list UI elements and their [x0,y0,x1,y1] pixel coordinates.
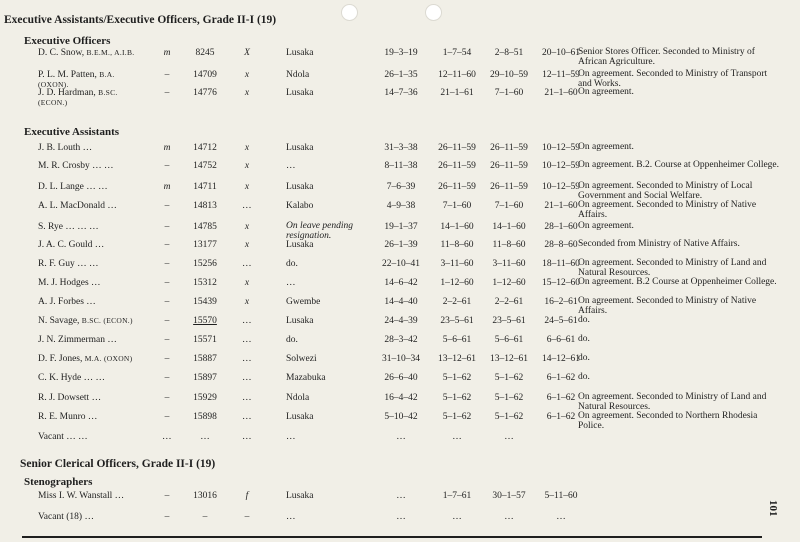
mark-cell: x [244,278,250,288]
table-row [0,373,780,387]
staff-name: P. L. M. Patten, [38,70,97,80]
station-cell: Lusaka [286,491,314,501]
file-number-cell: … [200,432,210,442]
remarks-cell: On agreement. Seconded to Ministry of Transport and Works. [578,69,768,89]
birth-date-cell: 24–4–39 [384,316,418,326]
grade-date-cell: 6–6–61 [546,335,576,345]
mark-cell: … [242,335,252,345]
file-number-cell: 13016 [193,491,217,501]
table-row [0,240,780,254]
remarks-cell: On agreement. [578,87,634,97]
mark-cell: … [242,316,252,326]
service-date-cell: 30–1–57 [492,491,526,501]
birth-date-cell: 4–9–38 [386,201,416,211]
staff-name-cell [38,393,101,403]
staff-name-cell [38,316,133,326]
mark-cell: … [242,393,252,403]
table-row [0,491,780,505]
file-number-cell: 15929 [193,393,217,403]
service-date-cell: 2–2–61 [494,297,524,307]
leader-dots: … … [66,432,88,442]
qualification-cont: (OXON). [38,80,69,89]
service-date-cell: … [504,432,514,442]
leader-dots: … [114,491,125,501]
mark-cell: x [244,297,250,307]
staff-name-cell [38,412,97,422]
service-date-cell: 5–6–61 [494,335,524,345]
file-number-cell: 15897 [193,373,217,383]
leader-dots: … [87,412,98,422]
table-row [0,392,780,412]
staff-name: Miss I. W. Wanstall [38,491,113,501]
mark-cell: x [244,70,250,80]
grade-date-cell: 21–1–60 [544,88,578,98]
grade-date-cell: 6–1–62 [546,373,576,383]
staff-name: R. J. Dowsett [38,393,90,403]
gender-cell: – [164,412,170,422]
leader-dots: … [86,297,96,307]
mark-cell: x [244,143,250,153]
mark-cell: – [244,512,250,522]
appointment-date-cell: 23–5–61 [440,316,474,326]
gender-cell: m [163,48,171,58]
remarks-cell: On agreement. Seconded to Ministry of Land and Natural Resources. [578,392,767,412]
appointment-date-cell: 5–1–62 [442,373,472,383]
staff-name: A. L. MacDonald [38,201,106,211]
gender-cell: – [164,316,170,326]
mark-cell: … [242,432,252,442]
section-title: Senior Clerical Officers, Grade II-I (19) [20,458,216,470]
grade-date-cell: 15–12–60 [542,278,580,288]
grade-date-cell: … [556,512,566,522]
table-row [0,278,780,292]
gender-cell: – [164,335,170,345]
remarks-cell: do. [578,315,590,325]
leader-dots: … … [77,259,99,269]
remarks-cell: On agreement. B.2. Course at Oppenheimer College. [578,160,780,170]
birth-date-cell: 19–3–19 [384,48,418,58]
gender-cell: – [164,297,170,307]
table-row [0,181,780,201]
station-cell: Solwezi [286,354,317,364]
file-number-cell: 14785 [193,222,217,232]
birth-date-cell: 31–3–38 [384,143,418,153]
gender-cell: – [164,278,170,288]
grade-date-cell: 28–1–60 [544,222,578,232]
station-cell: Kalabo [286,201,314,211]
birth-date-cell: 26–1–39 [384,240,418,250]
qualification: M.A. (OXON) [84,354,133,363]
mark-cell: … [242,354,252,364]
staff-name-cell [38,48,134,58]
staff-name: D. L. Lange [38,182,84,192]
table-row [0,258,780,278]
gender-cell: – [164,201,170,211]
staff-name-cell [38,278,101,288]
appointment-date-cell: 2–2–61 [442,297,472,307]
file-number-cell: 13177 [193,240,217,250]
remarks-cell: Senior Stores Officer. Seconded to Ministry of African Agriculture. [578,47,755,67]
mark-cell: … [242,412,252,422]
station-cell: … [286,512,296,522]
station-cell: Lusaka [286,143,314,153]
service-date-cell: 3–11–60 [492,259,526,269]
leader-dots: … [84,512,94,522]
station-cell: … [286,278,296,288]
leader-dots: … … [92,161,114,171]
subsection-heading: Executive Assistants [24,126,120,138]
station-cell: On leave pending resignation. [286,221,354,241]
leader-dots: … [107,201,117,211]
staff-name: J. A. C. Gould [38,240,93,250]
appointment-date-cell: 7–1–60 [442,201,472,211]
birth-date-cell: 16–4–42 [384,393,418,403]
staff-name-cell [38,182,108,192]
mark-cell: x [244,222,250,232]
grade-date-cell: 18–11–60 [542,259,580,269]
gender-cell: – [164,373,170,383]
file-number-cell: 14776 [193,88,217,98]
station-cell: do. [286,335,298,345]
appointment-date-cell: 1–7–54 [442,48,472,58]
service-date-cell: … [504,512,514,522]
grade-date-cell: 10–12–59 [542,182,580,192]
station-cell: Ndola [286,70,310,80]
page-number: 101 [767,500,779,517]
station-cell: Lusaka [286,240,314,250]
file-number-cell: 8245 [195,48,215,58]
grade-date-cell: 24–5–61 [544,316,578,326]
table-row [0,161,780,175]
station-cell: Lusaka [286,412,314,422]
mark-cell: x [244,240,250,250]
table-row [0,296,780,316]
station-cell: Gwembe [286,297,321,307]
file-number-cell: – [202,512,208,522]
grade-date-cell: 5–11–60 [544,491,578,501]
file-number-cell: 15439 [193,297,217,307]
appointment-date-cell: 1–7–61 [442,491,472,501]
table-row [0,69,780,89]
staff-name: M. R. Crosby [38,161,90,171]
staff-name-cell [38,335,117,345]
punch-hole [341,4,358,21]
gender-cell: – [164,259,170,269]
staff-name-cell [38,240,104,250]
table-row [0,512,780,526]
service-date-cell: 23–5–61 [492,316,526,326]
remarks-cell: On agreement. B.2 Course at Oppenheimer College. [578,277,777,287]
service-date-cell: 26–11–59 [490,161,528,171]
section-title: Executive Assistants/Executive Officers, Grade II-I (19) [4,14,277,26]
staff-name: Vacant [38,432,64,442]
service-date-cell: 13–12–61 [490,354,528,364]
qualification: B.E.M., A.I.B. [86,48,135,57]
file-number-cell: 14813 [193,201,217,211]
table-row [0,354,780,368]
remarks-cell: do. [578,334,590,344]
grade-date-cell: 28–8–60 [544,240,578,250]
mark-cell: … [242,259,252,269]
birth-date-cell: 22–10–41 [382,259,420,269]
file-number-cell: 15570 [193,316,217,326]
staff-name: Vacant (18) [38,512,83,522]
file-number-cell: 15887 [193,354,217,364]
service-date-cell: 14–1–60 [492,222,526,232]
staff-name-cell [38,354,132,364]
file-number-cell: 15256 [193,259,217,269]
service-date-cell: 1–12–60 [492,278,526,288]
birth-date-cell: … [396,432,406,442]
subsection-heading: Stenographers [24,476,93,488]
staff-name-cell [38,222,99,232]
table-row [0,221,780,241]
service-date-cell: 29–10–59 [490,70,528,80]
gender-cell: … [162,432,172,442]
leader-dots: … [94,240,105,250]
leader-dots: … [91,393,102,403]
birth-date-cell: 31–10–34 [382,354,420,364]
service-date-cell: 26–11–59 [490,182,528,192]
service-date-cell: 5–1–62 [494,373,524,383]
staff-name: D. F. Jones, [38,354,83,364]
staff-name: N. Savage, [38,316,80,326]
grade-date-cell: 20–10–61 [542,48,580,58]
station-cell: Lusaka [286,88,314,98]
file-number-cell: 15571 [193,335,217,345]
birth-date-cell: … [396,491,406,501]
appointment-date-cell: 12–11–60 [438,70,476,80]
punch-hole [425,4,442,21]
staff-name: A. J. Forbes [38,297,84,307]
qualification: B.A. [99,70,115,79]
mark-cell: X [244,48,250,58]
file-number-cell: 14711 [193,182,217,192]
gender-cell: – [164,88,170,98]
gender-cell: – [164,222,170,232]
staff-name-cell [38,88,118,108]
appointment-date-cell: 26–11–59 [438,161,476,171]
qualification-cont: (ECON.) [38,98,68,107]
table-row [0,200,780,220]
file-number-cell: 15898 [193,412,217,422]
service-date-cell: 5–1–62 [494,412,524,422]
appointment-date-cell: 26–11–59 [438,182,476,192]
mark-cell: f [245,491,249,501]
staff-name-cell [38,70,115,90]
gender-cell: – [164,491,170,501]
service-date-cell: 7–1–60 [494,88,524,98]
mark-cell: x [244,161,250,171]
grade-date-cell: 6–1–62 [546,412,576,422]
staff-name: R. E. Munro [38,412,86,422]
birth-date-cell: 14–6–42 [384,278,418,288]
gender-cell: – [164,512,170,522]
service-date-cell: 7–1–60 [494,201,524,211]
staff-name-cell [38,259,98,269]
file-number-cell: 14709 [193,70,217,80]
leader-dots: … … [83,373,106,383]
table-row [0,47,780,67]
grade-date-cell: 16–2–61 [544,297,578,307]
staff-name-cell [38,143,92,153]
table-row [0,143,780,157]
birth-date-cell: 8–11–38 [384,161,418,171]
file-number-cell: 15312 [193,278,217,288]
mark-cell: x [244,182,250,192]
appointment-date-cell: … [452,432,462,442]
remarks-cell: do. [578,372,590,382]
staff-name: M. J. Hodges [38,278,89,288]
service-date-cell: 5–1–62 [494,393,524,403]
leader-dots: … … [86,182,108,192]
file-number-cell: 14752 [193,161,217,171]
footer-rule [22,536,762,538]
appointment-date-cell: 21–1–61 [440,88,474,98]
file-number-cell: 14712 [193,143,217,153]
birth-date-cell: 26–6–40 [384,373,418,383]
appointment-date-cell: 5–1–62 [442,393,472,403]
grade-date-cell: 21–1–60 [544,201,578,211]
service-date-cell: 26–11–59 [490,143,528,153]
birth-date-cell: 19–1–37 [384,222,418,232]
gender-cell: – [164,354,170,364]
qualification: B.SC. [98,88,118,97]
mark-cell: … [242,373,252,383]
birth-date-cell: 14–4–40 [384,297,418,307]
birth-date-cell: 14–7–36 [384,88,418,98]
remarks-cell: do. [578,353,590,363]
appointment-date-cell: 26–11–59 [438,143,476,153]
station-cell: … [286,432,296,442]
appointment-date-cell: … [452,512,462,522]
gender-cell: m [163,182,171,192]
station-cell: … [286,161,296,171]
appointment-date-cell: 11–8–60 [440,240,474,250]
staff-name-cell [38,373,105,383]
grade-date-cell: 6–1–62 [546,393,576,403]
gender-cell: m [163,143,171,153]
remarks-cell: Seconded from Ministry of Native Affairs. [578,239,740,249]
leader-dots: … … … [65,222,99,232]
table-row [0,316,780,330]
subsection-heading: Executive Officers [24,35,111,47]
staff-name: R. F. Guy [38,259,75,269]
service-date-cell: 11–8–60 [492,240,526,250]
remarks-cell: On agreement. [578,221,634,231]
staff-name: D. C. Snow, [38,48,85,58]
appointment-date-cell: 14–1–60 [440,222,474,232]
remarks-cell: On agreement. Seconded to Ministry of Local Government and Social Welfare. [578,181,753,201]
appointment-date-cell: 5–6–61 [442,335,472,345]
station-cell: Lusaka [286,182,314,192]
grade-date-cell: 12–11–59 [542,70,580,80]
appointment-date-cell: 13–12–61 [438,354,476,364]
mark-cell: x [244,88,250,98]
station-cell: do. [286,259,298,269]
table-row [0,335,780,349]
appointment-date-cell: 5–1–62 [442,412,472,422]
appointment-date-cell: 3–11–60 [440,259,474,269]
remarks-cell: On agreement. Seconded to Northern Rhodesia Police. [578,411,758,431]
station-cell: Ndola [286,393,310,403]
table-row [0,411,780,431]
grade-date-cell: 14–12–61 [542,354,580,364]
staff-name-cell [38,491,124,501]
gender-cell: – [164,393,170,403]
gender-cell: – [164,161,170,171]
gender-cell: – [164,240,170,250]
birth-date-cell: 5–10–42 [384,412,418,422]
remarks-cell: On agreement. [578,142,634,152]
appointment-date-cell: 1–12–60 [440,278,474,288]
birth-date-cell: 26–1–35 [384,70,418,80]
birth-date-cell: 28–3–42 [384,335,418,345]
remarks-cell: On agreement. Seconded to Ministry of Native Affairs. [578,200,757,220]
mark-cell: … [242,201,252,211]
staff-name: S. Rye [38,222,63,232]
staff-name-cell [38,201,117,211]
remarks-cell: On agreement. Seconded to Ministry of Land and Natural Resources. [578,258,767,278]
station-cell: Lusaka [286,316,314,326]
service-date-cell: 2–8–51 [494,48,524,58]
remarks-cell: On agreement. Seconded to Ministry of Native Affairs. [578,296,757,316]
station-cell: Mazabuka [286,373,326,383]
leader-dots: … [91,278,101,288]
birth-date-cell: 7–6–39 [386,182,416,192]
staff-name-cell [38,512,94,522]
grade-date-cell: 10–12–59 [542,143,580,153]
gender-cell: – [164,70,170,80]
staff-name: J. D. Hardman, [38,88,96,98]
table-row [0,432,780,446]
qualification: B.SC. (ECON.) [81,316,133,325]
staff-name-cell [38,161,113,171]
staff-name: J. N. Zimmerman [38,335,106,345]
staff-name-cell [38,297,96,307]
staff-name: C. K. Hyde [38,373,82,383]
table-row [0,87,780,107]
grade-date-cell: 10–12–59 [542,161,580,171]
birth-date-cell: … [396,512,406,522]
leader-dots: … [82,143,93,153]
staff-name-cell [38,432,88,442]
station-cell: Lusaka [286,48,314,58]
leader-dots: … [107,335,117,345]
staff-name: J. B. Louth [38,143,81,153]
